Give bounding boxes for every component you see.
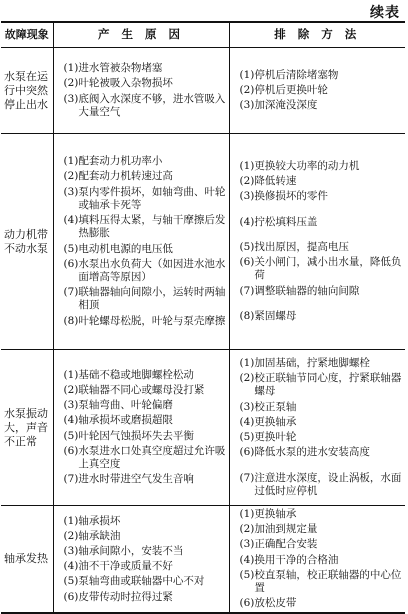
list-item: (3) 正确配合安装	[239, 538, 318, 551]
list-item: (7) 注意进水深度，设止涡板，水面过低时应停机	[239, 471, 402, 497]
remedy-cell	[229, 48, 405, 134]
list-item: (4) 拧松填料压盖	[239, 215, 318, 228]
list-item: (4) 填料压得太紧，与轴干摩擦后发热膨胀	[63, 214, 226, 240]
list-item: (1) 基础不稳或地脚螺栓松动	[63, 368, 194, 381]
list-item: (2) 校正联轴节同心度，拧紧联轴器螺母	[239, 372, 402, 398]
list-item: (6) 水泵出水负荷大（如因进水池水面增高等原因）	[63, 257, 226, 283]
list-item: (4) 更换轴承	[239, 415, 297, 428]
list-item: (2) 停机后更换叶轮	[239, 83, 328, 96]
list-item: (6) 水泵进水口处真空度超过允许吸上真空度	[63, 444, 226, 470]
list-item: (4) 换用干净的合格油	[239, 553, 339, 566]
symptom-cell: 水泵在运行中突然停止出水	[1, 48, 53, 134]
list-item: (3) 底阀入水深度不够，进水管吸入大量空气	[63, 92, 226, 118]
list-item: (5) 校直泵轴，校正联轴器的中心位置	[239, 568, 402, 595]
list-item: (1) 进水管被杂物堵塞	[63, 62, 163, 75]
list-item: (5) 更换叶轮	[239, 431, 297, 444]
list-item: (1) 更换轴承	[239, 508, 297, 520]
list-item: (5) 泵轴弯曲或联轴器中心不对	[63, 575, 205, 588]
table-row	[1, 48, 405, 134]
symptom-cell: 水泵振动大，声音不正常	[1, 350, 53, 506]
list-item: (1) 加固基础，拧紧地脚螺栓	[239, 357, 370, 370]
list-item: (2) 降低转速	[239, 175, 297, 188]
symptom-cell: 轴承发热	[4, 552, 48, 566]
cause-cell	[53, 48, 229, 134]
list-item: (3) 轴承间隙小，安装不当	[63, 545, 184, 557]
list-item: (3) 泵轴弯曲、叶轮偏磨	[63, 399, 173, 412]
list-item: (4) 轴承损坏或磨损超限	[63, 414, 173, 427]
list-item: (3) 泵内零件损坏，如轴弯曲、叶轮或轴承卡死等	[63, 185, 226, 211]
list-item: (8) 紧固螺母	[239, 309, 297, 322]
list-item: (6) 皮带传动时拉得过紧	[63, 590, 173, 603]
list-item: (1) 配套动力机功率小	[63, 155, 163, 168]
list-item: (8) 叶轮螺母松脱，叶轮与泵壳摩擦	[63, 314, 226, 327]
list-item: (4) 油不干净或质量不好	[63, 560, 173, 573]
list-item: (3) 校正泵轴	[239, 400, 297, 413]
continued-label: 续表	[370, 5, 400, 21]
list-item: (1) 更换较大功率的动力机	[239, 160, 360, 173]
list-item: (7) 联轴器轴向间隙小，运转时两轴相顶	[63, 286, 226, 312]
list-item: (7) 调整联轴器的轴向间隙	[239, 284, 360, 297]
list-item: (6) 放松皮带	[239, 597, 297, 610]
list-item: (2) 轴承缺油	[63, 529, 121, 542]
list-item: (2) 配套动力机转速过高	[63, 170, 173, 183]
list-item: (6) 关小闸门，减小出水量，降低负荷	[239, 256, 402, 282]
table-row	[1, 134, 405, 350]
remedy-cell	[229, 506, 405, 614]
list-item: (5) 电动机电源的电压低	[63, 242, 173, 255]
header-remedy: 排 除 方 法	[229, 22, 405, 48]
remedy-cell	[229, 134, 405, 350]
list-item: (7) 进水时带进空气发生音响	[63, 473, 194, 486]
cause-cell	[53, 506, 229, 614]
list-item: (1) 轴承损坏	[63, 514, 121, 527]
cause-cell	[53, 350, 229, 506]
header-symptom: 故障现象	[1, 22, 53, 48]
list-item: (2) 联轴器不同心或螺母没打紧	[63, 383, 205, 396]
list-item: (5) 找出原因，提高电压	[239, 240, 349, 253]
symptom-cell: 动力机带不动水泵	[1, 134, 53, 350]
list-item: (3) 换修损坏的零件	[239, 190, 328, 203]
table-header-row	[1, 22, 405, 48]
table-row	[1, 506, 405, 614]
table-row	[1, 350, 405, 506]
list-item: (6) 降低水泵的进水安装高度	[239, 446, 370, 459]
remedy-cell	[229, 350, 405, 506]
header-cause: 产 生 原 因	[53, 22, 229, 48]
list-item: (2) 叶轮被吸入杂物损坏	[63, 77, 173, 90]
list-item: (1) 停机后清除堵塞物	[239, 68, 339, 81]
list-item: (3) 加深淹没深度	[239, 99, 318, 112]
cause-cell	[53, 134, 229, 350]
list-item: (2) 加油到规定量	[239, 523, 318, 536]
list-item: (5) 叶轮因气蚀损坏失去平衡	[63, 429, 194, 442]
fault-table	[1, 21, 405, 614]
